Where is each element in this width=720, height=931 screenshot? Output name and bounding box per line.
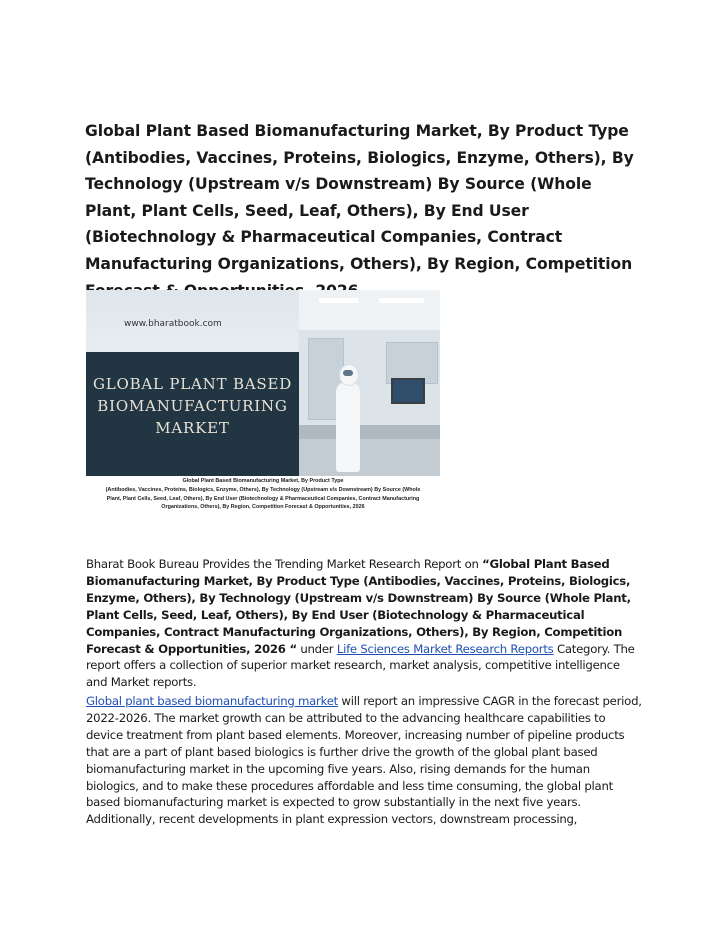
ceiling-light [379, 298, 424, 303]
ceiling-light [319, 298, 359, 303]
lab-ceiling [299, 290, 440, 330]
category-link[interactable]: Life Sciences Market Research Reports [336, 641, 554, 656]
cover-title-line: MARKET [155, 419, 230, 437]
lab-photo [86, 290, 440, 476]
intro-paragraph [86, 556, 642, 691]
lab-worker [336, 382, 360, 472]
report-name: “Global Plant Based Biomanufacturing Market, By Product Type (Antibodies, Vaccines, Proteins, Biologics, Enzyme, Others), By Technology (Upstream v/s Downstream) By Source (Whole Plant, Plant Cells, Seed, Leaf, Others), By End User (Biotechnology & Pharmaceutical Companies, Contract Manufacturing Organizations, Others), By Region, Competition Forecast & Opportunities, 2026 “ [86, 557, 631, 656]
market-link[interactable]: Global plant based biomanufacturing market [86, 694, 338, 708]
intro-tail: Category. The report offers a collection of superior market research, market analysis, competitive intelligence and Market reports. [86, 641, 635, 690]
cover-title-line: BIOMANUFACTURING [97, 397, 288, 415]
cover-caption-line: Plant, Plant Cells, Seed, Leaf, Others), By End User (Biotechnology & Pharmaceutical Companies, Contract Manufacturing [106, 495, 420, 502]
report-title: Global Plant Based Biomanufacturing Market, By Product Type (Antibodies, Vaccines, Proteins, Biologics, Enzyme, Others), By Technology (Upstream v/s Downstream) By Source (Whole Plant, Plant Cells, Seed, Leaf, Others), By End User (Biotechnology & Pharmaceutical Companies, Contract Manufacturing Organizations, Others), By Region, Competition [85, 122, 634, 273]
lab-monitor [391, 378, 425, 404]
lab-floor [299, 439, 440, 476]
intro-under: under [296, 641, 337, 656]
body-paragraph [86, 693, 642, 828]
cover-title-line: GLOBAL PLANT BASED [92, 375, 293, 393]
intro-lead: Bharat Book Bureau Provides the Trending Market Research Report on [86, 557, 483, 571]
body-text: will report an impressive CAGR in the forecast period, 2022-2026. The market growth can be attributed to the advancing healthcare capabilities to device treatment from plant based elements. Moreover, increasing number of pipeline products that are a part of plant based biologics is further drive the growth of the global plant based biomanufacturing market in the upcoming five years. Also, rising demands for the human biologics, and to make these procedures affordable and less time consuming, the global plant based biomanufacturing market is expected to grow substantially in the next five years. Additionally, recent developments in plant expression vectors, downstream processing, [86, 694, 642, 827]
website-url: www.bharatbook.com [124, 319, 222, 329]
cover-title-panel [86, 352, 299, 476]
cover-caption-line: (Antibodies, Vaccines, Proteins, Biologics, Enzyme, Others), By Technology (Upstream v/s Downstream) By Source (Whole [105, 486, 421, 493]
cover-caption-line: Global Plant Based Biomanufacturing Market, By Product Type [182, 478, 344, 484]
lab-bench [299, 425, 440, 439]
cover-caption [86, 477, 440, 512]
cover-image [86, 290, 440, 527]
cover-caption-line: Organizations, Others), By Region, Competition Forecast & Opportunities, 2026 [161, 504, 365, 511]
cover-title [86, 373, 299, 439]
lab-worker-visor [343, 370, 353, 376]
